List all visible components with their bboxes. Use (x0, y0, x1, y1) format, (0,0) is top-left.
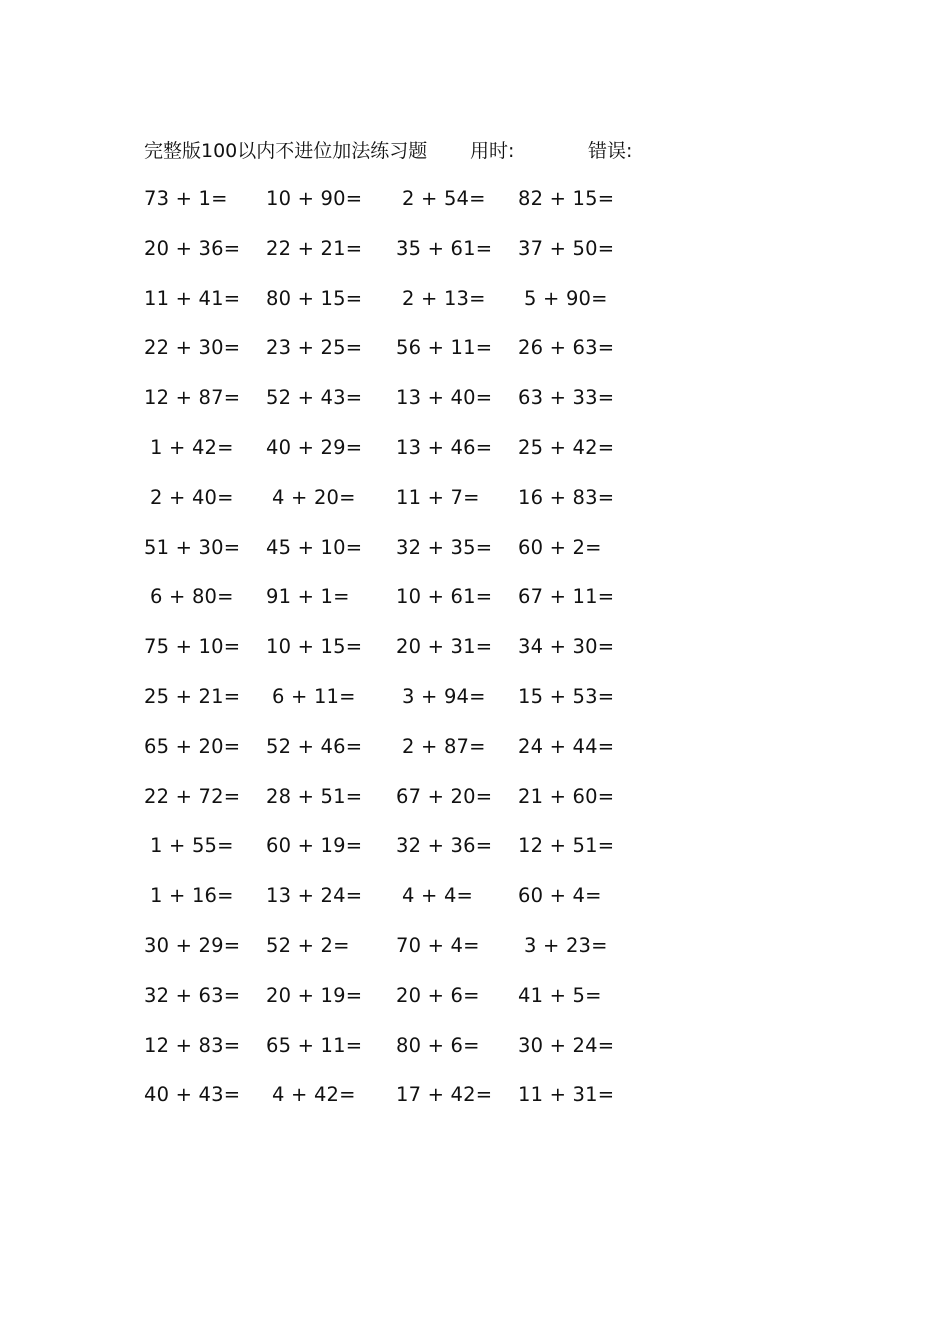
addition-problem: 17 + 42= (396, 1083, 493, 1107)
worksheet-title: 完整版100以内不进位加法练习题 (144, 140, 428, 162)
addition-problem: 60 + 4= (518, 884, 602, 908)
addition-problem: 25 + 21= (144, 685, 241, 708)
problem-row (0, 433, 950, 463)
error-count-label: 错误: (588, 140, 633, 162)
addition-problem: 15 + 53= (518, 685, 615, 708)
time-used-label: 用时: (470, 140, 515, 162)
problem-row (0, 184, 950, 214)
addition-problem: 13 + 24= (266, 884, 363, 908)
addition-problem: 35 + 61= (396, 236, 493, 260)
addition-problem: 2 + 40= (150, 485, 234, 509)
addition-problem: 91 + 1= (266, 585, 350, 609)
addition-problem: 30 + 29= (144, 934, 241, 957)
addition-problem: 40 + 29= (266, 436, 363, 459)
addition-problem: 1 + 42= (150, 436, 234, 459)
addition-problem: 63 + 33= (518, 386, 615, 410)
addition-problem: 52 + 46= (266, 734, 363, 758)
addition-problem: 80 + 6= (396, 1033, 480, 1057)
addition-problem: 52 + 2= (266, 934, 350, 957)
addition-problem: 20 + 19= (266, 983, 363, 1007)
addition-problem: 51 + 30= (144, 535, 241, 559)
addition-problem: 73 + 1= (144, 187, 228, 210)
addition-problem: 67 + 11= (518, 585, 615, 609)
addition-problem: 65 + 11= (266, 1033, 363, 1057)
addition-problem: 10 + 15= (266, 635, 363, 659)
problem-row (0, 732, 950, 762)
problem-row (0, 682, 950, 712)
addition-problem: 11 + 7= (396, 485, 480, 509)
addition-problem: 20 + 36= (144, 236, 241, 260)
addition-problem: 82 + 15= (518, 187, 615, 210)
addition-problem: 22 + 72= (144, 784, 241, 808)
addition-problem: 4 + 42= (272, 1083, 356, 1107)
problem-row (0, 533, 950, 563)
addition-problem: 37 + 50= (518, 236, 615, 260)
addition-problem: 28 + 51= (266, 784, 363, 808)
addition-problem: 20 + 6= (396, 983, 480, 1007)
problem-row (0, 632, 950, 662)
addition-problem: 60 + 19= (266, 834, 363, 858)
problem-row (0, 831, 950, 861)
problem-row (0, 931, 950, 961)
problem-row (0, 881, 950, 911)
addition-problem: 3 + 94= (402, 685, 486, 708)
problem-row (0, 782, 950, 812)
addition-problem: 10 + 90= (266, 187, 363, 210)
addition-problem: 41 + 5= (518, 983, 602, 1007)
addition-problem: 5 + 90= (524, 286, 608, 310)
problem-row (0, 483, 950, 513)
addition-problem: 24 + 44= (518, 734, 615, 758)
addition-problem: 12 + 87= (144, 386, 241, 410)
addition-problem: 52 + 43= (266, 386, 363, 410)
addition-problem: 13 + 40= (396, 386, 493, 410)
addition-problem: 75 + 10= (144, 635, 241, 659)
addition-problem: 20 + 31= (396, 635, 493, 659)
problem-row (0, 383, 950, 413)
problem-row (0, 1031, 950, 1061)
addition-problem: 4 + 4= (402, 884, 474, 908)
addition-problem: 6 + 11= (272, 685, 356, 708)
problem-row (0, 582, 950, 612)
addition-problem: 70 + 4= (396, 934, 480, 957)
addition-problem: 56 + 11= (396, 336, 493, 360)
addition-problem: 3 + 23= (524, 934, 608, 957)
addition-problem: 16 + 83= (518, 485, 615, 509)
addition-problem: 60 + 2= (518, 535, 602, 559)
addition-problem: 4 + 20= (272, 485, 356, 509)
problem-row (0, 284, 950, 314)
addition-problem: 23 + 25= (266, 336, 363, 360)
addition-problem: 22 + 30= (144, 336, 241, 360)
addition-problem: 25 + 42= (518, 436, 615, 459)
addition-problem: 67 + 20= (396, 784, 493, 808)
addition-problem: 2 + 87= (402, 734, 486, 758)
addition-problem: 40 + 43= (144, 1083, 241, 1107)
addition-problem: 11 + 31= (518, 1083, 615, 1107)
addition-problem: 65 + 20= (144, 734, 241, 758)
addition-problem: 80 + 15= (266, 286, 363, 310)
addition-problem: 2 + 13= (402, 286, 486, 310)
problem-row (0, 234, 950, 264)
addition-problem: 26 + 63= (518, 336, 615, 360)
problem-row (0, 1080, 950, 1110)
addition-problem: 22 + 21= (266, 236, 363, 260)
addition-problem: 10 + 61= (396, 585, 493, 609)
addition-problem: 1 + 16= (150, 884, 234, 908)
addition-problem: 2 + 54= (402, 187, 486, 210)
addition-problem: 32 + 35= (396, 535, 493, 559)
problem-row (0, 981, 950, 1011)
addition-problem: 11 + 41= (144, 286, 241, 310)
addition-problem: 32 + 63= (144, 983, 241, 1007)
problem-row (0, 333, 950, 363)
addition-problem: 34 + 30= (518, 635, 615, 659)
addition-problem: 13 + 46= (396, 436, 493, 459)
addition-problem: 45 + 10= (266, 535, 363, 559)
addition-problem: 21 + 60= (518, 784, 615, 808)
addition-problem: 12 + 83= (144, 1033, 241, 1057)
addition-problem: 12 + 51= (518, 834, 615, 858)
addition-problem: 32 + 36= (396, 834, 493, 858)
addition-problem: 1 + 55= (150, 834, 234, 858)
addition-problem: 30 + 24= (518, 1033, 615, 1057)
worksheet-header (144, 136, 704, 166)
addition-problem: 6 + 80= (150, 585, 234, 609)
